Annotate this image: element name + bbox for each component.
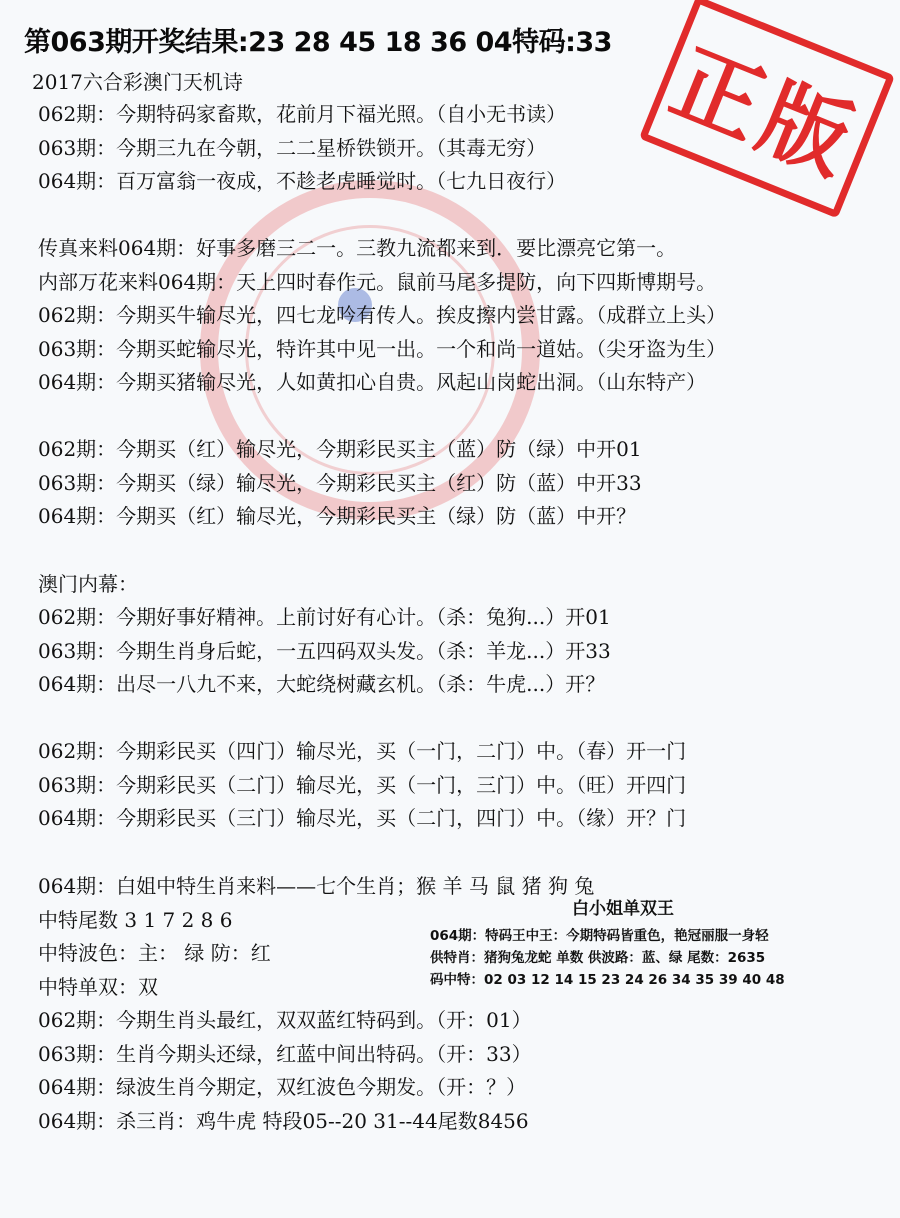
box-line: 064期：特码王中王：今期特码皆重色，艳冠丽服一身轻 (430, 928, 769, 944)
color-line: 063期：今期买（绿）输尽光，今期彩民买主（红）防（蓝）中开33 (38, 471, 642, 495)
box-line: 码中特：02 03 12 14 15 23 24 26 34 35 39 40 48 (430, 972, 785, 988)
color-line: 062期：今期买（红）输尽光，今期彩民买主（蓝）防（绿）中开01 (38, 437, 642, 461)
macau-section-title: 澳门内幕： (38, 572, 138, 596)
fax-line: 064期：今期买猪输尽光，人如黄扣心自贵。风起山岗蛇出洞。（山东特产） (38, 370, 707, 394)
macau-line: 064期：出尽一八九不来，大蛇绕树藏玄机。（杀：牛虎...）开？ (38, 672, 606, 696)
box-title: 白小姐单双王 (572, 899, 674, 919)
door-line: 062期：今期彩民买（四门）输尽光，买（一门，二门）中。（春）开一门 (38, 739, 687, 763)
wave-color-line: 中特波色：主： 绿 防：红 (38, 941, 271, 965)
final-line: 062期：今期生肖头最红，双双蓝红特码到。（开：01） (38, 1008, 532, 1032)
macau-line: 063期：今期生肖身后蛇，一五四码双头发。（杀：羊龙...）开33 (38, 639, 611, 663)
draw-result-header: 第063期开奖结果:23 28 45 18 36 04特码:33 (24, 27, 612, 58)
subtitle: 2017六合彩澳门天机诗 (32, 70, 243, 94)
poem-line-062: 062期：今期特码家畜欺，花前月下福光照。（自小无书读） (38, 102, 567, 126)
final-line: 063期：生肖今期头还绿，红蓝中间出特码。（开：33） (38, 1042, 532, 1066)
stamp-zhengban: 正版 (639, 0, 895, 218)
fax-line: 传真来料064期：好事多磨三二一。三教九流都来到．要比漂亮它第一。 (38, 236, 677, 260)
odd-even-line: 中特单双：双 (38, 975, 158, 999)
box-line: 供特肖：猪狗兔龙蛇 单数 供波路：蓝、绿 尾数：2635 (430, 950, 766, 966)
tail-number-line: 中特尾数 3 1 7 2 8 6 (38, 908, 233, 932)
final-line: 064期：绿波生肖今期定，双红波色今期发。（开：？） (38, 1075, 527, 1099)
door-line: 064期：今期彩民买（三门）输尽光，买（二门，四门）中。（缘）开？门 (38, 806, 687, 830)
macau-line: 062期：今期好事好精神。上前讨好有心计。（杀：兔狗...）开01 (38, 605, 611, 629)
fax-line: 063期：今期买蛇输尽光，特许其中见一出。一个和尚一道姑。（尖牙盗为生） (38, 337, 727, 361)
poem-line-064: 064期：百万富翁一夜成，不趁老虎睡觉时。（七九日夜行） (38, 169, 567, 193)
color-line: 064期：今期买（红）输尽光，今期彩民买主（绿）防（蓝）中开？ (38, 504, 637, 528)
final-line: 064期：杀三肖：鸡牛虎 特段05--20 31--44尾数8456 (38, 1109, 529, 1133)
baixiaojie-box (430, 894, 890, 991)
fax-line: 062期：今期买牛输尽光，四七龙吟有传人。挨皮擦内尝甘露。（成群立上头） (38, 303, 727, 327)
door-line: 063期：今期彩民买（二门）输尽光，买（一门，三门）中。（旺）开四门 (38, 773, 687, 797)
zodiac-line: 064期：白姐中特生肖来料——七个生肖；猴 羊 马 鼠 猪 狗 兔 (38, 874, 595, 898)
fax-line: 内部万花来料064期：天上四时春作元。鼠前马尾多提防，向下四斯博期号。 (38, 270, 717, 294)
poem-line-063: 063期：今期三九在今朝，二二星桥铁锁开。（其毒无穷） (38, 136, 547, 160)
